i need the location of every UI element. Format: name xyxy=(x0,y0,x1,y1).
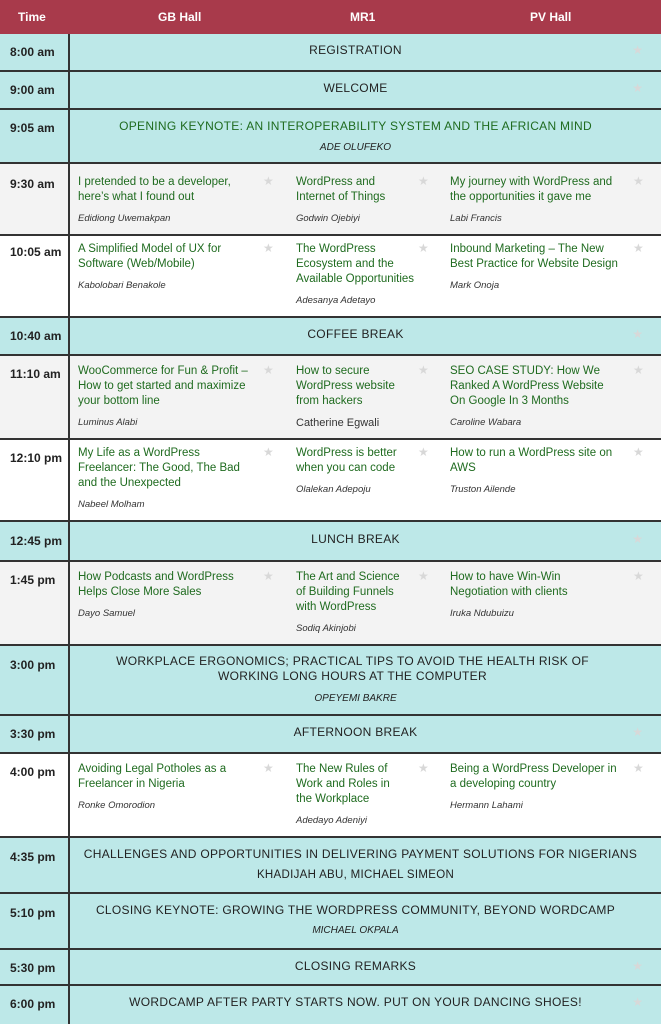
session-title[interactable]: How to secure WordPress website from hackers xyxy=(296,365,395,407)
table-row xyxy=(0,164,661,236)
session-title[interactable]: SEO CASE STUDY: How We Ranked A WordPress Website On Google In 3 Months xyxy=(450,365,604,407)
session-speaker: Sodiq Akinjobi xyxy=(296,623,356,634)
table-row xyxy=(0,986,661,1024)
table-row xyxy=(0,646,661,716)
table-row xyxy=(0,754,661,838)
row-time: 5:30 pm xyxy=(10,961,56,975)
favorite-star-icon[interactable]: ★ xyxy=(418,569,429,583)
divider xyxy=(68,72,70,108)
session-title[interactable]: The Art and Science of Building Funnels with WordPress xyxy=(296,571,400,613)
table-row xyxy=(0,318,661,356)
session-speaker: Truston Ailende xyxy=(450,484,516,495)
favorite-star-icon[interactable]: ★ xyxy=(633,174,644,188)
session-title[interactable]: I pretended to be a developer, here’s what I found out xyxy=(78,176,231,203)
session-cell-mr1[interactable] xyxy=(296,363,429,429)
session-title[interactable]: LUNCH BREAK xyxy=(311,532,400,546)
table-header xyxy=(0,0,661,34)
session-title[interactable]: WORKPLACE ERGONOMICS; PRACTICAL TIPS TO AVOID THE HEALTH RISK OF WORKING LONG HOURS AT THE COMPUTER xyxy=(116,654,589,683)
session-speaker: Adedayo Adeniyi xyxy=(296,815,367,826)
divider xyxy=(68,440,70,520)
session-cell-pv[interactable] xyxy=(450,241,644,292)
favorite-star-icon[interactable]: ★ xyxy=(263,569,274,583)
favorite-star-icon[interactable]: ★ xyxy=(632,959,643,973)
session-speaker: Dayo Samuel xyxy=(78,608,136,619)
session-speaker: Adesanya Adetayo xyxy=(296,295,376,306)
table-row xyxy=(0,236,661,318)
session-cell-gb[interactable] xyxy=(78,569,274,620)
session-cell-pv[interactable] xyxy=(450,363,644,429)
session-title[interactable]: CHALLENGES AND OPPORTUNITIES IN DELIVERING PAYMENT SOLUTIONS FOR NIGERIANS xyxy=(83,847,638,861)
row-time: 9:05 am xyxy=(10,121,55,135)
session-title[interactable]: How to have Win-Win Negotiation with clients xyxy=(450,571,568,598)
row-time: 10:40 am xyxy=(10,329,62,343)
session-title[interactable]: CLOSING REMARKS xyxy=(294,959,417,973)
table-row xyxy=(0,894,661,950)
divider xyxy=(68,562,70,644)
table-row xyxy=(0,440,661,522)
session-speaker: Mark Onoja xyxy=(450,280,500,291)
session-speaker: Edidiong Uwemakpan xyxy=(78,213,171,224)
session-cell-mr1[interactable] xyxy=(296,445,429,496)
table-row xyxy=(0,110,661,164)
row-time: 5:10 pm xyxy=(10,906,56,920)
row-time: 9:00 am xyxy=(10,83,55,97)
session-title[interactable]: Being a WordPress Developer in a developing country xyxy=(450,763,617,790)
favorite-star-icon[interactable]: ★ xyxy=(418,445,429,459)
session-speaker: ADE OLUFEKO xyxy=(319,142,392,153)
session-cell-gb[interactable] xyxy=(78,761,274,812)
session-title[interactable]: How to run a WordPress site on AWS xyxy=(450,447,613,474)
divider xyxy=(68,838,70,892)
favorite-star-icon[interactable]: ★ xyxy=(633,445,644,459)
header-pv-hall: PV Hall xyxy=(530,10,572,24)
session-cell-pv[interactable] xyxy=(450,761,644,812)
favorite-star-icon[interactable]: ★ xyxy=(632,995,643,1009)
header-mr1: MR1 xyxy=(350,10,376,24)
favorite-star-icon[interactable]: ★ xyxy=(418,363,429,377)
favorite-star-icon[interactable]: ★ xyxy=(418,761,429,775)
session-speaker: Hermann Lahami xyxy=(450,800,523,811)
favorite-star-icon[interactable]: ★ xyxy=(632,532,643,546)
session-speaker: Iruka Ndubuizu xyxy=(450,608,514,619)
divider xyxy=(68,522,70,560)
session-speaker: Caroline Wabara xyxy=(450,417,522,428)
row-time: 11:10 am xyxy=(10,367,61,381)
session-cell-gb[interactable] xyxy=(78,174,274,225)
row-time: 12:10 pm xyxy=(10,451,63,465)
row-time: 3:30 pm xyxy=(10,727,56,741)
row-time: 1:45 pm xyxy=(10,573,56,587)
session-cell-pv[interactable] xyxy=(450,174,644,225)
session-title[interactable]: WooCommerce for Fun & Profit – How to get started and maximize your bottom line xyxy=(78,365,248,407)
divider xyxy=(68,894,70,948)
session-title[interactable]: My Life as a WordPress Freelancer: The Good, The Bad and the Unexpected xyxy=(78,447,240,489)
favorite-star-icon[interactable]: ★ xyxy=(263,174,274,188)
favorite-star-icon[interactable]: ★ xyxy=(633,363,644,377)
divider xyxy=(68,950,70,984)
divider xyxy=(68,34,70,70)
row-time: 10:05 am xyxy=(10,245,62,259)
header-time: Time xyxy=(18,10,46,24)
favorite-star-icon[interactable]: ★ xyxy=(632,81,643,95)
session-cell-gb[interactable] xyxy=(78,241,274,292)
favorite-star-icon[interactable]: ★ xyxy=(632,725,643,739)
session-title[interactable]: WordPress and Internet of Things xyxy=(296,176,386,203)
session-title[interactable]: REGISTRATION xyxy=(309,43,402,57)
row-time: 6:00 pm xyxy=(10,997,56,1011)
session-speaker: OPEYEMI BAKRE xyxy=(314,693,397,704)
session-title[interactable]: OPENING KEYNOTE: AN INTEROPERABILITY SYSTEM AND THE AFRICAN MIND xyxy=(119,119,592,133)
table-row xyxy=(0,522,661,562)
session-speaker: Nabeel Molham xyxy=(78,499,145,510)
divider xyxy=(68,986,70,1024)
favorite-star-icon[interactable]: ★ xyxy=(633,241,644,255)
session-cell-pv[interactable] xyxy=(450,445,644,496)
session-cell-gb[interactable] xyxy=(78,363,274,429)
favorite-star-icon[interactable]: ★ xyxy=(633,761,644,775)
session-speaker: Godwin Ojebiyi xyxy=(296,213,360,224)
row-time: 9:30 am xyxy=(10,177,55,191)
divider xyxy=(68,646,70,714)
header-gb-hall: GB Hall xyxy=(158,10,202,24)
session-cell-mr1[interactable] xyxy=(296,569,429,635)
favorite-star-icon[interactable]: ★ xyxy=(632,43,643,57)
divider xyxy=(68,236,70,316)
favorite-star-icon[interactable]: ★ xyxy=(418,241,429,255)
favorite-star-icon[interactable]: ★ xyxy=(633,569,644,583)
row-time: 4:35 pm xyxy=(10,850,56,864)
favorite-star-icon[interactable]: ★ xyxy=(418,174,429,188)
session-speaker: Olalekan Adepoju xyxy=(296,484,371,495)
session-title[interactable]: The WordPress Ecosystem and the Available Opportunities xyxy=(296,243,415,285)
session-title[interactable]: WELCOME xyxy=(323,81,388,95)
session-title[interactable]: The New Rules of Work and Roles in the Workplace xyxy=(296,763,390,805)
session-cell-mr1[interactable] xyxy=(296,174,429,225)
favorite-star-icon[interactable]: ★ xyxy=(263,445,274,459)
table-row xyxy=(0,34,661,72)
table-row xyxy=(0,838,661,894)
divider xyxy=(68,318,70,354)
session-speaker: Catherine Egwali xyxy=(296,417,380,429)
row-time: 8:00 am xyxy=(10,45,55,59)
row-time: 12:45 pm xyxy=(10,534,63,548)
divider xyxy=(68,164,70,234)
session-speaker: Ronke Omorodion xyxy=(78,800,156,811)
session-speaker: Kabolobari Benakole xyxy=(78,280,166,291)
table-row xyxy=(0,356,661,440)
row-time: 3:00 pm xyxy=(10,658,56,672)
table-row xyxy=(0,716,661,754)
session-speaker: Luminus Alabi xyxy=(78,417,138,428)
session-title[interactable]: Avoiding Legal Potholes as a Freelancer in Nigeria xyxy=(78,763,227,790)
favorite-star-icon[interactable]: ★ xyxy=(263,761,274,775)
favorite-star-icon[interactable]: ★ xyxy=(263,241,274,255)
session-speaker: MICHAEL OKPALA xyxy=(312,925,399,936)
session-cell-gb[interactable] xyxy=(78,445,274,511)
divider xyxy=(68,356,70,438)
session-cell-pv[interactable] xyxy=(450,569,644,620)
session-speaker: KHADIJAH ABU, MICHAEL SIMEON xyxy=(256,869,455,881)
session-title[interactable]: COFFEE BREAK xyxy=(307,327,404,341)
favorite-star-icon[interactable]: ★ xyxy=(632,327,643,341)
table-row xyxy=(0,72,661,110)
session-title[interactable]: WORDCAMP AFTER PARTY STARTS NOW. PUT ON YOUR DANCING SHOES! xyxy=(129,995,582,1009)
session-title[interactable]: How Podcasts and WordPress Helps Close More Sales xyxy=(78,571,234,598)
session-speaker: Labi Francis xyxy=(450,213,502,224)
session-title[interactable]: My journey with WordPress and the opportunities it gave me xyxy=(450,176,613,203)
divider xyxy=(68,716,70,752)
row-time: 4:00 pm xyxy=(10,765,56,779)
divider xyxy=(68,110,70,162)
favorite-star-icon[interactable]: ★ xyxy=(263,363,274,377)
session-title[interactable]: AFTERNOON BREAK xyxy=(293,725,418,739)
session-cell-mr1[interactable] xyxy=(296,241,429,307)
divider xyxy=(68,754,70,836)
session-title[interactable]: CLOSING KEYNOTE: GROWING THE WORDPRESS COMMUNITY, BEYOND WORDCAMP xyxy=(95,903,616,917)
session-title[interactable]: Inbound Marketing – The New Best Practice for Website Design xyxy=(450,243,618,270)
table-row xyxy=(0,950,661,986)
session-title[interactable]: WordPress is better when you can code xyxy=(296,447,397,474)
session-cell-mr1[interactable] xyxy=(296,761,429,827)
session-title[interactable]: A Simplified Model of UX for Software (Web/Mobile) xyxy=(78,243,222,270)
table-row xyxy=(0,562,661,646)
